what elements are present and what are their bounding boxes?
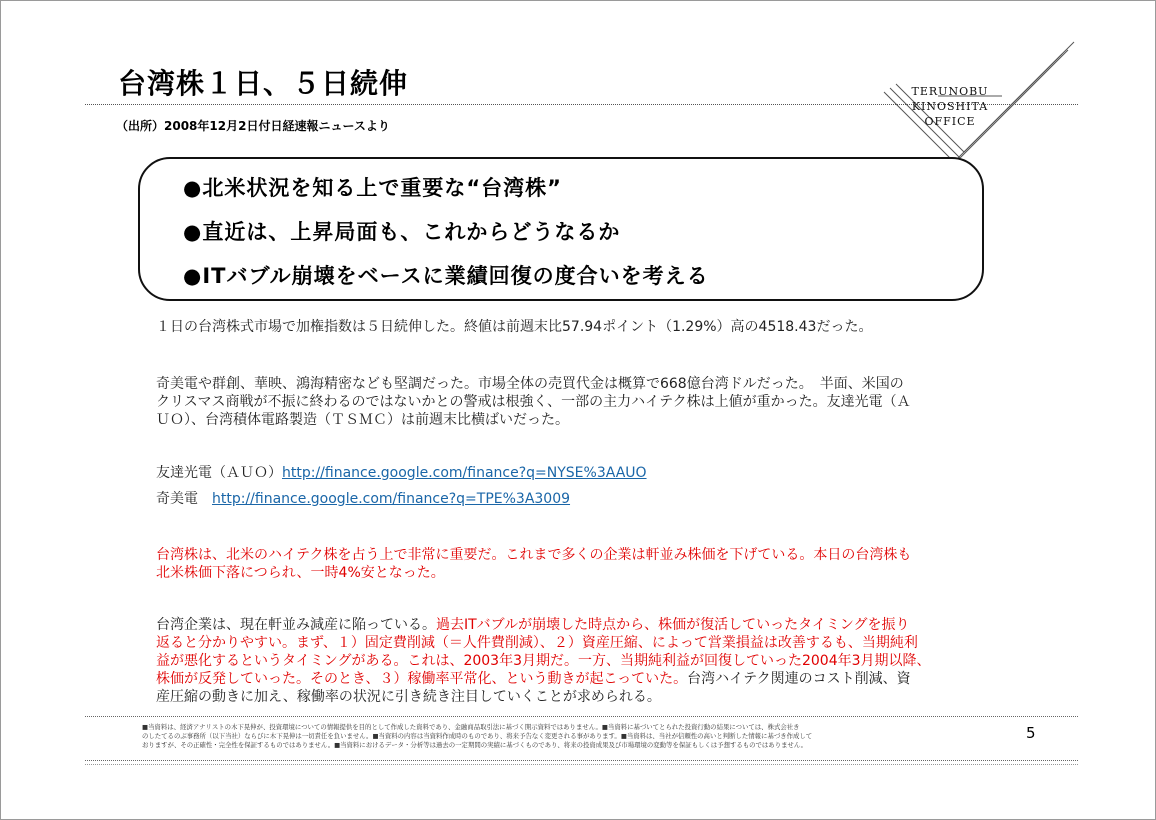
text-line: 奇美電や群創、華映、鴻海精密なども堅調だった。市場全体の売買代金は概算で668億台湾ドルだった。 半面、米国の — [156, 376, 904, 392]
link-label: 奇美電 — [156, 491, 212, 507]
paragraph-market-detail — [156, 375, 911, 429]
chimei-finance-link[interactable]: http://finance.google.com/finance?q=TPE%3A3009 — [212, 491, 571, 507]
text-line: 返ると分かりやすい。まず、１）固定費削減（＝人件費削減）、２）資産圧縮、によって営業損益は改善するも、当期純利 — [156, 635, 918, 651]
logo-line-1: TERUNOBU — [911, 85, 989, 98]
logo-line-3: OFFICE — [924, 115, 976, 128]
link-row-auo — [156, 464, 647, 482]
slide-title: 台湾株１日、５日続伸 — [118, 67, 409, 100]
link-label: 友達光電（ＡＵＯ） — [156, 465, 282, 481]
footer-divider — [85, 716, 1078, 717]
link-row-chimei — [156, 490, 570, 508]
disclaimer — [142, 723, 1002, 750]
text-span-red: 株価が反発していった。そのとき、３）稼働率平常化、という動きが起こっていた。 — [156, 671, 688, 687]
text-line: 産圧縮の動きに加え、稼働率の状況に引き続き注目していくことが求められる。 — [156, 689, 661, 705]
text-span: 台湾企業は、現在軒並み減産に陥っている。 — [156, 617, 436, 633]
text-span: 台湾ハイテク関連のコスト削減、資 — [687, 671, 911, 687]
text-line: 益が悪化するというタイミングがある。これは、2003年3月期だ。一方、当期純利益が回復していった2004年3月期以降、 — [156, 653, 931, 669]
footer-divider — [85, 764, 1078, 765]
text-line — [156, 670, 931, 688]
paragraph-highlight-red — [156, 546, 911, 582]
paragraph-index-summary: １日の台湾株式市場で加権指数は５日続伸した。終値は前週末比57.94ポイント（1.29%）高の4518.43だった。 — [156, 319, 873, 335]
page-number: 5 — [1026, 724, 1036, 742]
text-line: 北米株価下落につられ、一時4%安となった。 — [156, 565, 445, 581]
key-point-2: ●直近は、上昇局面も、これからどうなるか — [183, 220, 621, 244]
footer-divider — [85, 760, 1078, 761]
text-line — [156, 616, 931, 634]
logo-line-2: KINOSHITA — [911, 100, 989, 113]
key-point-3: ●ITバブル崩壊をベースに業績回復の度合いを考える — [183, 264, 709, 288]
text-line: ＵＯ）、台湾積体電路製造（ＴＳＭＣ）は前週末比横ばいだった。 — [156, 412, 569, 428]
disclaimer-line: ■当資料は、経済アナリストの木下晃伸が、投資環境についての情報提供を目的として作成した資料であり、金融商品取引法に基づく開示資料ではありません。■当資料に基づいてとられた投資行動の結果については、株式会社き — [142, 723, 800, 731]
text-span-red: 過去ITバブルが崩壊した時点から、株価が復活していったタイミングを振り — [436, 617, 910, 633]
source-note: （出所）2008年12月2日付日経速報ニュースより — [116, 119, 390, 133]
paragraph-analysis — [156, 616, 931, 706]
auo-finance-link[interactable]: http://finance.google.com/finance?q=NYSE%3AAUO — [282, 465, 647, 481]
key-point-1: ●北米状況を知る上で重要な“台湾株” — [183, 176, 562, 200]
disclaimer-line: おりますが、その正確性・完全性を保証するものではありません。■当資料におけるデータ・分析等は過去の一定期間の実績に基づくものであり、将来の投資成果及び市場環境の変動等を保証もしくは予想するものではありません。 — [142, 741, 808, 749]
disclaimer-line: のしたてるのぶ事務所（以下当社）ならびに木下晃伸は一切責任を負いません。■当資料の内容は当資料作成時のものであり、将来予告なく変更される事があります。■当資料は、当社が信頼性の高いと判断した情報に基づき作成して — [142, 732, 813, 740]
office-logo-text — [905, 84, 995, 129]
text-line: 台湾株は、北米のハイテク株を占う上で非常に重要だ。これまで多くの企業は軒並み株価を下げている。本日の台湾株も — [156, 547, 912, 563]
text-line: クリスマス商戦が不振に終わるのではないかとの警戒は根強く、一部の主力ハイテク株は上値が重かった。友達光電（Ａ — [156, 394, 911, 410]
